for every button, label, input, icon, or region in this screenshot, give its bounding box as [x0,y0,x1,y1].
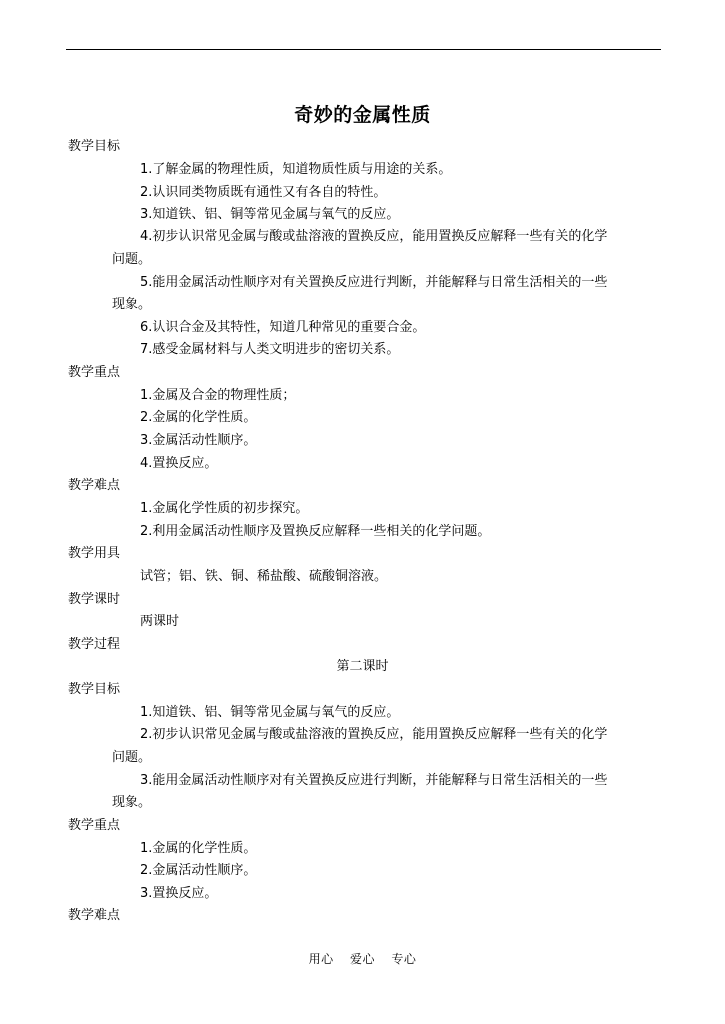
lesson2-goal-item: 2.初步认识常见金属与酸或盐溶液的置换反应，能用置换反应解释一些有关的化学 [140,727,608,742]
section-heading-hours: 教学课时 [68,592,121,607]
page-title: 奇妙的金属性质 [294,104,431,126]
key-item: 3.金属活动性顺序。 [140,433,257,448]
goal-item: 5.能用金属活动性顺序对有关置换反应进行判断，并能解释与日常生活相关的一些 [140,275,608,290]
page-footer [0,950,725,967]
hours-text: 两课时 [140,614,180,629]
lesson2-goal-item-continuation: 现象。 [112,795,152,810]
key-item: 4.置换反应。 [140,456,218,471]
section-heading-key: 教学重点 [68,365,121,380]
lesson2-heading-difficulty: 教学难点 [68,908,121,923]
footer-word: 爱心 [349,952,375,966]
section-heading-process: 教学过程 [68,637,121,652]
goal-item-continuation: 现象。 [112,297,152,312]
goal-item: 1.了解金属的物理性质，知道物质性质与用途的关系。 [140,162,452,177]
goal-item: 4.初步认识常见金属与酸或盐溶液的置换反应，能用置换反应解释一些有关的化学 [140,229,608,244]
goal-item: 6.认识合金及其特性，知道几种常见的重要合金。 [140,320,426,335]
lesson2-goal-item: 3.能用金属活动性顺序对有关置换反应进行判断，并能解释与日常生活相关的一些 [140,773,608,788]
section-heading-difficulty: 教学难点 [68,478,121,493]
goal-item: 3.知道铁、铝、铜等常见金属与氧气的反应。 [140,207,400,222]
lesson2-key-item: 3.置换反应。 [140,886,218,901]
goal-item-continuation: 问题。 [112,252,152,267]
difficulty-item: 1.金属化学性质的初步探究。 [140,501,309,516]
difficulty-item: 2.利用金属活动性顺序及置换反应解释一些相关的化学问题。 [140,524,491,539]
tools-text: 试管；铝、铁、铜、稀盐酸、硫酸铜溶液。 [140,569,388,584]
lesson-heading: 第二课时 [336,659,389,674]
section-heading-goals: 教学目标 [68,139,121,154]
lesson2-goal-item-continuation: 问题。 [112,750,152,765]
goal-item: 7.感受金属材料与人类文明进步的密切关系。 [140,342,400,357]
lesson2-key-item: 1.金属的化学性质。 [140,841,257,856]
footer-word: 专心 [391,952,417,966]
key-item: 2.金属的化学性质。 [140,410,257,425]
lesson2-goal-item: 1.知道铁、铝、铜等常见金属与氧气的反应。 [140,705,400,720]
section-heading-tools: 教学用具 [68,546,121,561]
lesson2-heading-goals: 教学目标 [68,682,121,697]
lesson2-key-item: 2.金属活动性顺序。 [140,863,257,878]
lesson2-heading-key: 教学重点 [68,818,121,833]
footer-word: 用心 [308,952,334,966]
header-rule [66,49,661,50]
goal-item: 2.认识同类物质既有通性又有各自的特性。 [140,185,387,200]
key-item: 1.金属及合金的物理性质； [140,388,296,403]
